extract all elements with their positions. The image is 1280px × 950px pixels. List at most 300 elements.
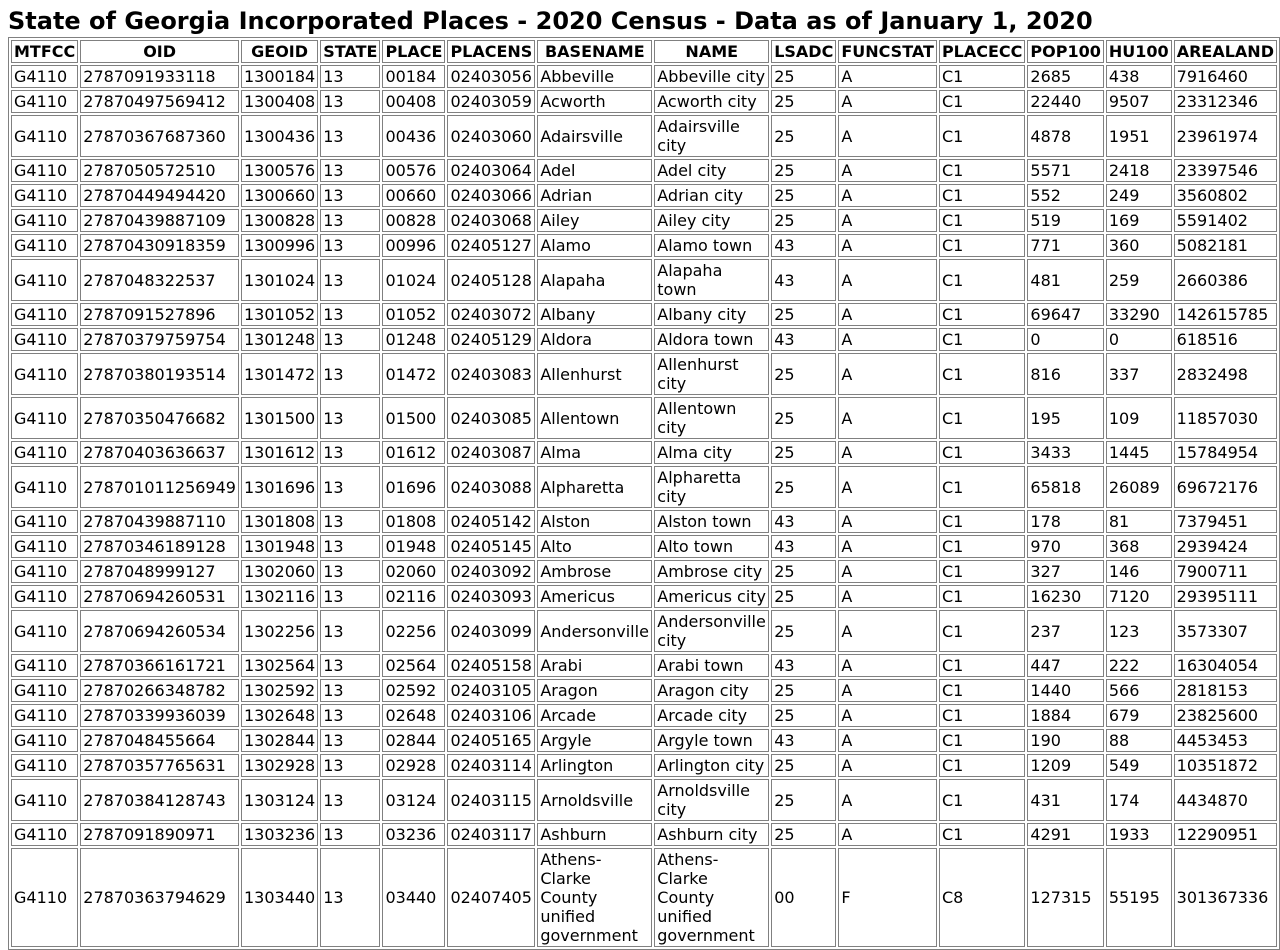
cell-geoid: 1301024 [241, 259, 318, 301]
cell-arealand: 69672176 [1174, 466, 1277, 508]
column-header-basename: BASENAME [537, 40, 652, 63]
cell-arealand: 618516 [1174, 328, 1277, 351]
cell-pop100: 69647 [1027, 303, 1103, 326]
cell-mtfcc: G4110 [11, 704, 78, 727]
cell-placens: 02405127 [447, 234, 535, 257]
cell-placecc: C1 [939, 535, 1025, 558]
cell-placecc: C1 [939, 234, 1025, 257]
cell-mtfcc: G4110 [11, 729, 78, 752]
cell-funcstat: A [838, 303, 937, 326]
cell-place: 03236 [382, 823, 445, 846]
cell-placens: 02403092 [447, 560, 535, 583]
cell-geoid: 1302592 [241, 679, 318, 702]
cell-placens: 02407405 [447, 848, 535, 947]
cell-arealand: 11857030 [1174, 397, 1277, 439]
cell-oid: 27870379759754 [80, 328, 239, 351]
cell-basename: Adairsville [537, 115, 652, 157]
cell-hu100: 169 [1106, 209, 1172, 232]
column-header-hu100: HU100 [1106, 40, 1172, 63]
cell-hu100: 33290 [1106, 303, 1172, 326]
cell-placecc: C1 [939, 679, 1025, 702]
cell-placecc: C1 [939, 704, 1025, 727]
cell-placecc: C1 [939, 65, 1025, 88]
table-row [11, 654, 1277, 677]
cell-geoid: 1302928 [241, 754, 318, 777]
cell-basename: Arabi [537, 654, 652, 677]
cell-funcstat: A [838, 654, 937, 677]
table-row [11, 779, 1277, 821]
cell-lsadc: 25 [771, 610, 836, 652]
cell-name: Ambrose city [654, 560, 769, 583]
cell-arealand: 16304054 [1174, 654, 1277, 677]
cell-place: 01472 [382, 353, 445, 395]
cell-name: Aldora town [654, 328, 769, 351]
cell-state: 13 [320, 441, 380, 464]
column-header-placecc: PLACECC [939, 40, 1025, 63]
table-row [11, 535, 1277, 558]
cell-state: 13 [320, 535, 380, 558]
cell-place: 03440 [382, 848, 445, 947]
cell-placens: 02403117 [447, 823, 535, 846]
cell-place: 02928 [382, 754, 445, 777]
cell-oid: 27870346189128 [80, 535, 239, 558]
cell-geoid: 1302256 [241, 610, 318, 652]
cell-pop100: 816 [1027, 353, 1103, 395]
cell-oid: 27870357765631 [80, 754, 239, 777]
cell-mtfcc: G4110 [11, 115, 78, 157]
cell-name: Alto town [654, 535, 769, 558]
cell-state: 13 [320, 353, 380, 395]
cell-arealand: 7916460 [1174, 65, 1277, 88]
cell-arealand: 7379451 [1174, 510, 1277, 533]
cell-placens: 02403085 [447, 397, 535, 439]
cell-placens: 02403083 [447, 353, 535, 395]
cell-mtfcc: G4110 [11, 209, 78, 232]
cell-funcstat: A [838, 560, 937, 583]
cell-arealand: 2818153 [1174, 679, 1277, 702]
table-row [11, 303, 1277, 326]
cell-placecc: C1 [939, 441, 1025, 464]
cell-basename: Arcade [537, 704, 652, 727]
cell-geoid: 1301472 [241, 353, 318, 395]
cell-lsadc: 43 [771, 259, 836, 301]
cell-placens: 02403106 [447, 704, 535, 727]
cell-mtfcc: G4110 [11, 823, 78, 846]
cell-hu100: 174 [1106, 779, 1172, 821]
cell-name: Argyle town [654, 729, 769, 752]
cell-placecc: C1 [939, 184, 1025, 207]
cell-mtfcc: G4110 [11, 397, 78, 439]
cell-name: Arnoldsville city [654, 779, 769, 821]
cell-oid: 27870380193514 [80, 353, 239, 395]
cell-funcstat: A [838, 328, 937, 351]
cell-state: 13 [320, 510, 380, 533]
column-header-place: PLACE [382, 40, 445, 63]
cell-lsadc: 43 [771, 535, 836, 558]
cell-mtfcc: G4110 [11, 535, 78, 558]
cell-geoid: 1302844 [241, 729, 318, 752]
cell-oid: 2787048455664 [80, 729, 239, 752]
cell-mtfcc: G4110 [11, 848, 78, 947]
cell-mtfcc: G4110 [11, 510, 78, 533]
column-header-name: NAME [654, 40, 769, 63]
cell-placens: 02405158 [447, 654, 535, 677]
cell-basename: Aldora [537, 328, 652, 351]
cell-basename: Adel [537, 159, 652, 182]
cell-name: Alapaha town [654, 259, 769, 301]
table-row [11, 754, 1277, 777]
cell-oid: 27870384128743 [80, 779, 239, 821]
cell-geoid: 1300828 [241, 209, 318, 232]
cell-basename: Americus [537, 585, 652, 608]
cell-basename: Alto [537, 535, 652, 558]
cell-hu100: 7120 [1106, 585, 1172, 608]
cell-pop100: 552 [1027, 184, 1103, 207]
cell-oid: 278701011256949 [80, 466, 239, 508]
cell-oid: 27870430918359 [80, 234, 239, 257]
column-header-funcstat: FUNCSTAT [838, 40, 937, 63]
cell-basename: Argyle [537, 729, 652, 752]
cell-pop100: 970 [1027, 535, 1103, 558]
cell-placens: 02403115 [447, 779, 535, 821]
table-row [11, 679, 1277, 702]
cell-hu100: 566 [1106, 679, 1172, 702]
cell-lsadc: 25 [771, 353, 836, 395]
cell-state: 13 [320, 209, 380, 232]
cell-mtfcc: G4110 [11, 159, 78, 182]
cell-arealand: 2939424 [1174, 535, 1277, 558]
cell-hu100: 2418 [1106, 159, 1172, 182]
cell-arealand: 15784954 [1174, 441, 1277, 464]
cell-mtfcc: G4110 [11, 610, 78, 652]
cell-funcstat: A [838, 704, 937, 727]
cell-oid: 2787091527896 [80, 303, 239, 326]
cell-mtfcc: G4110 [11, 184, 78, 207]
cell-pop100: 3433 [1027, 441, 1103, 464]
cell-place: 01696 [382, 466, 445, 508]
cell-basename: Alamo [537, 234, 652, 257]
cell-name: Albany city [654, 303, 769, 326]
cell-place: 00408 [382, 90, 445, 113]
cell-placecc: C1 [939, 90, 1025, 113]
cell-funcstat: A [838, 466, 937, 508]
cell-lsadc: 25 [771, 441, 836, 464]
cell-name: Adairsville city [654, 115, 769, 157]
cell-arealand: 5082181 [1174, 234, 1277, 257]
cell-mtfcc: G4110 [11, 654, 78, 677]
cell-placecc: C1 [939, 610, 1025, 652]
table-row [11, 90, 1277, 113]
cell-state: 13 [320, 90, 380, 113]
cell-state: 13 [320, 234, 380, 257]
table-row [11, 397, 1277, 439]
cell-basename: Ambrose [537, 560, 652, 583]
cell-geoid: 1300436 [241, 115, 318, 157]
cell-state: 13 [320, 397, 380, 439]
cell-pop100: 16230 [1027, 585, 1103, 608]
cell-pop100: 0 [1027, 328, 1103, 351]
cell-place: 01948 [382, 535, 445, 558]
cell-placecc: C1 [939, 510, 1025, 533]
cell-hu100: 337 [1106, 353, 1172, 395]
cell-funcstat: F [838, 848, 937, 947]
table-row [11, 729, 1277, 752]
cell-arealand: 5591402 [1174, 209, 1277, 232]
cell-mtfcc: G4110 [11, 779, 78, 821]
table-row [11, 585, 1277, 608]
cell-oid: 27870350476682 [80, 397, 239, 439]
cell-funcstat: A [838, 65, 937, 88]
cell-name: Adrian city [654, 184, 769, 207]
cell-state: 13 [320, 585, 380, 608]
cell-geoid: 1301948 [241, 535, 318, 558]
cell-basename: Athens-Clarke County unified government [537, 848, 652, 947]
cell-oid: 27870366161721 [80, 654, 239, 677]
table-row [11, 115, 1277, 157]
cell-basename: Alapaha [537, 259, 652, 301]
column-header-placens: PLACENS [447, 40, 535, 63]
cell-name: Aragon city [654, 679, 769, 702]
cell-placens: 02403059 [447, 90, 535, 113]
cell-hu100: 1933 [1106, 823, 1172, 846]
cell-geoid: 1303440 [241, 848, 318, 947]
cell-funcstat: A [838, 679, 937, 702]
cell-placens: 02403088 [447, 466, 535, 508]
cell-placecc: C1 [939, 585, 1025, 608]
cell-oid: 2787091890971 [80, 823, 239, 846]
cell-name: Americus city [654, 585, 769, 608]
cell-placecc: C1 [939, 754, 1025, 777]
cell-name: Arabi town [654, 654, 769, 677]
cell-arealand: 2832498 [1174, 353, 1277, 395]
cell-basename: Alma [537, 441, 652, 464]
cell-mtfcc: G4110 [11, 303, 78, 326]
cell-oid: 27870367687360 [80, 115, 239, 157]
cell-pop100: 127315 [1027, 848, 1103, 947]
cell-placens: 02403060 [447, 115, 535, 157]
cell-state: 13 [320, 654, 380, 677]
cell-basename: Ailey [537, 209, 652, 232]
cell-place: 02060 [382, 560, 445, 583]
cell-name: Allentown city [654, 397, 769, 439]
cell-mtfcc: G4110 [11, 585, 78, 608]
cell-hu100: 222 [1106, 654, 1172, 677]
cell-place: 00436 [382, 115, 445, 157]
cell-basename: Allentown [537, 397, 652, 439]
cell-lsadc: 25 [771, 115, 836, 157]
cell-placens: 02403087 [447, 441, 535, 464]
cell-funcstat: A [838, 823, 937, 846]
cell-state: 13 [320, 848, 380, 947]
cell-state: 13 [320, 115, 380, 157]
cell-funcstat: A [838, 535, 937, 558]
cell-geoid: 1301808 [241, 510, 318, 533]
table-header-row [11, 40, 1277, 63]
cell-mtfcc: G4110 [11, 754, 78, 777]
cell-state: 13 [320, 779, 380, 821]
cell-funcstat: A [838, 510, 937, 533]
cell-oid: 27870497569412 [80, 90, 239, 113]
cell-state: 13 [320, 610, 380, 652]
cell-pop100: 519 [1027, 209, 1103, 232]
cell-state: 13 [320, 823, 380, 846]
cell-hu100: 360 [1106, 234, 1172, 257]
cell-state: 13 [320, 184, 380, 207]
cell-pop100: 431 [1027, 779, 1103, 821]
cell-lsadc: 25 [771, 90, 836, 113]
cell-arealand: 23961974 [1174, 115, 1277, 157]
table-row [11, 234, 1277, 257]
column-header-oid: OID [80, 40, 239, 63]
cell-lsadc: 25 [771, 65, 836, 88]
cell-geoid: 1302648 [241, 704, 318, 727]
cell-placecc: C8 [939, 848, 1025, 947]
cell-lsadc: 43 [771, 328, 836, 351]
cell-name: Arcade city [654, 704, 769, 727]
cell-place: 01052 [382, 303, 445, 326]
table-row [11, 259, 1277, 301]
cell-funcstat: A [838, 754, 937, 777]
cell-state: 13 [320, 466, 380, 508]
cell-name: Adel city [654, 159, 769, 182]
cell-placens: 02403068 [447, 209, 535, 232]
cell-geoid: 1301248 [241, 328, 318, 351]
cell-mtfcc: G4110 [11, 259, 78, 301]
table-body [11, 65, 1277, 947]
cell-name: Allenhurst city [654, 353, 769, 395]
cell-placecc: C1 [939, 397, 1025, 439]
cell-arealand: 23825600 [1174, 704, 1277, 727]
cell-geoid: 1300576 [241, 159, 318, 182]
cell-hu100: 26089 [1106, 466, 1172, 508]
cell-place: 00996 [382, 234, 445, 257]
cell-mtfcc: G4110 [11, 560, 78, 583]
table-row [11, 184, 1277, 207]
cell-funcstat: A [838, 397, 937, 439]
cell-oid: 27870694260531 [80, 585, 239, 608]
cell-arealand: 3560802 [1174, 184, 1277, 207]
cell-arealand: 7900711 [1174, 560, 1277, 583]
cell-oid: 27870449494420 [80, 184, 239, 207]
table-row [11, 510, 1277, 533]
cell-arealand: 301367336 [1174, 848, 1277, 947]
cell-pop100: 4291 [1027, 823, 1103, 846]
cell-hu100: 549 [1106, 754, 1172, 777]
cell-geoid: 1300408 [241, 90, 318, 113]
cell-geoid: 1300996 [241, 234, 318, 257]
cell-lsadc: 25 [771, 466, 836, 508]
cell-place: 01248 [382, 328, 445, 351]
cell-pop100: 327 [1027, 560, 1103, 583]
cell-lsadc: 43 [771, 729, 836, 752]
table-row [11, 823, 1277, 846]
cell-pop100: 22440 [1027, 90, 1103, 113]
cell-geoid: 1301052 [241, 303, 318, 326]
cell-placens: 02405142 [447, 510, 535, 533]
cell-place: 00660 [382, 184, 445, 207]
cell-lsadc: 25 [771, 704, 836, 727]
cell-state: 13 [320, 328, 380, 351]
cell-funcstat: A [838, 441, 937, 464]
cell-placens: 02403105 [447, 679, 535, 702]
cell-lsadc: 25 [771, 184, 836, 207]
cell-lsadc: 25 [771, 397, 836, 439]
cell-pop100: 1209 [1027, 754, 1103, 777]
cell-placecc: C1 [939, 560, 1025, 583]
cell-placecc: C1 [939, 779, 1025, 821]
cell-pop100: 1884 [1027, 704, 1103, 727]
cell-name: Alston town [654, 510, 769, 533]
cell-basename: Acworth [537, 90, 652, 113]
table-row [11, 441, 1277, 464]
cell-pop100: 4878 [1027, 115, 1103, 157]
cell-arealand: 23397546 [1174, 159, 1277, 182]
cell-arealand: 142615785 [1174, 303, 1277, 326]
cell-placens: 02403064 [447, 159, 535, 182]
cell-basename: Alston [537, 510, 652, 533]
cell-mtfcc: G4110 [11, 441, 78, 464]
cell-placecc: C1 [939, 259, 1025, 301]
table-row [11, 353, 1277, 395]
cell-placens: 02403099 [447, 610, 535, 652]
table-row [11, 209, 1277, 232]
cell-lsadc: 00 [771, 848, 836, 947]
cell-place: 02844 [382, 729, 445, 752]
cell-hu100: 109 [1106, 397, 1172, 439]
cell-oid: 27870266348782 [80, 679, 239, 702]
cell-name: Arlington city [654, 754, 769, 777]
cell-funcstat: A [838, 90, 937, 113]
cell-geoid: 1301500 [241, 397, 318, 439]
cell-placens: 02403056 [447, 65, 535, 88]
cell-place: 02648 [382, 704, 445, 727]
cell-pop100: 1440 [1027, 679, 1103, 702]
cell-placens: 02403072 [447, 303, 535, 326]
cell-state: 13 [320, 65, 380, 88]
cell-name: Ashburn city [654, 823, 769, 846]
cell-placens: 02405145 [447, 535, 535, 558]
cell-placecc: C1 [939, 159, 1025, 182]
cell-place: 02116 [382, 585, 445, 608]
cell-arealand: 4434870 [1174, 779, 1277, 821]
cell-lsadc: 25 [771, 823, 836, 846]
cell-placecc: C1 [939, 353, 1025, 395]
cell-hu100: 81 [1106, 510, 1172, 533]
cell-lsadc: 25 [771, 754, 836, 777]
cell-lsadc: 25 [771, 159, 836, 182]
cell-hu100: 259 [1106, 259, 1172, 301]
cell-oid: 27870694260534 [80, 610, 239, 652]
cell-pop100: 447 [1027, 654, 1103, 677]
cell-arealand: 3573307 [1174, 610, 1277, 652]
cell-oid: 2787048999127 [80, 560, 239, 583]
cell-basename: Arlington [537, 754, 652, 777]
cell-oid: 2787048322537 [80, 259, 239, 301]
cell-arealand: 12290951 [1174, 823, 1277, 846]
cell-hu100: 368 [1106, 535, 1172, 558]
cell-state: 13 [320, 704, 380, 727]
column-header-lsadc: LSADC [771, 40, 836, 63]
cell-funcstat: A [838, 259, 937, 301]
cell-pop100: 190 [1027, 729, 1103, 752]
cell-mtfcc: G4110 [11, 353, 78, 395]
cell-placecc: C1 [939, 729, 1025, 752]
cell-hu100: 55195 [1106, 848, 1172, 947]
cell-placens: 02405128 [447, 259, 535, 301]
cell-oid: 2787050572510 [80, 159, 239, 182]
cell-basename: Ashburn [537, 823, 652, 846]
cell-lsadc: 25 [771, 209, 836, 232]
